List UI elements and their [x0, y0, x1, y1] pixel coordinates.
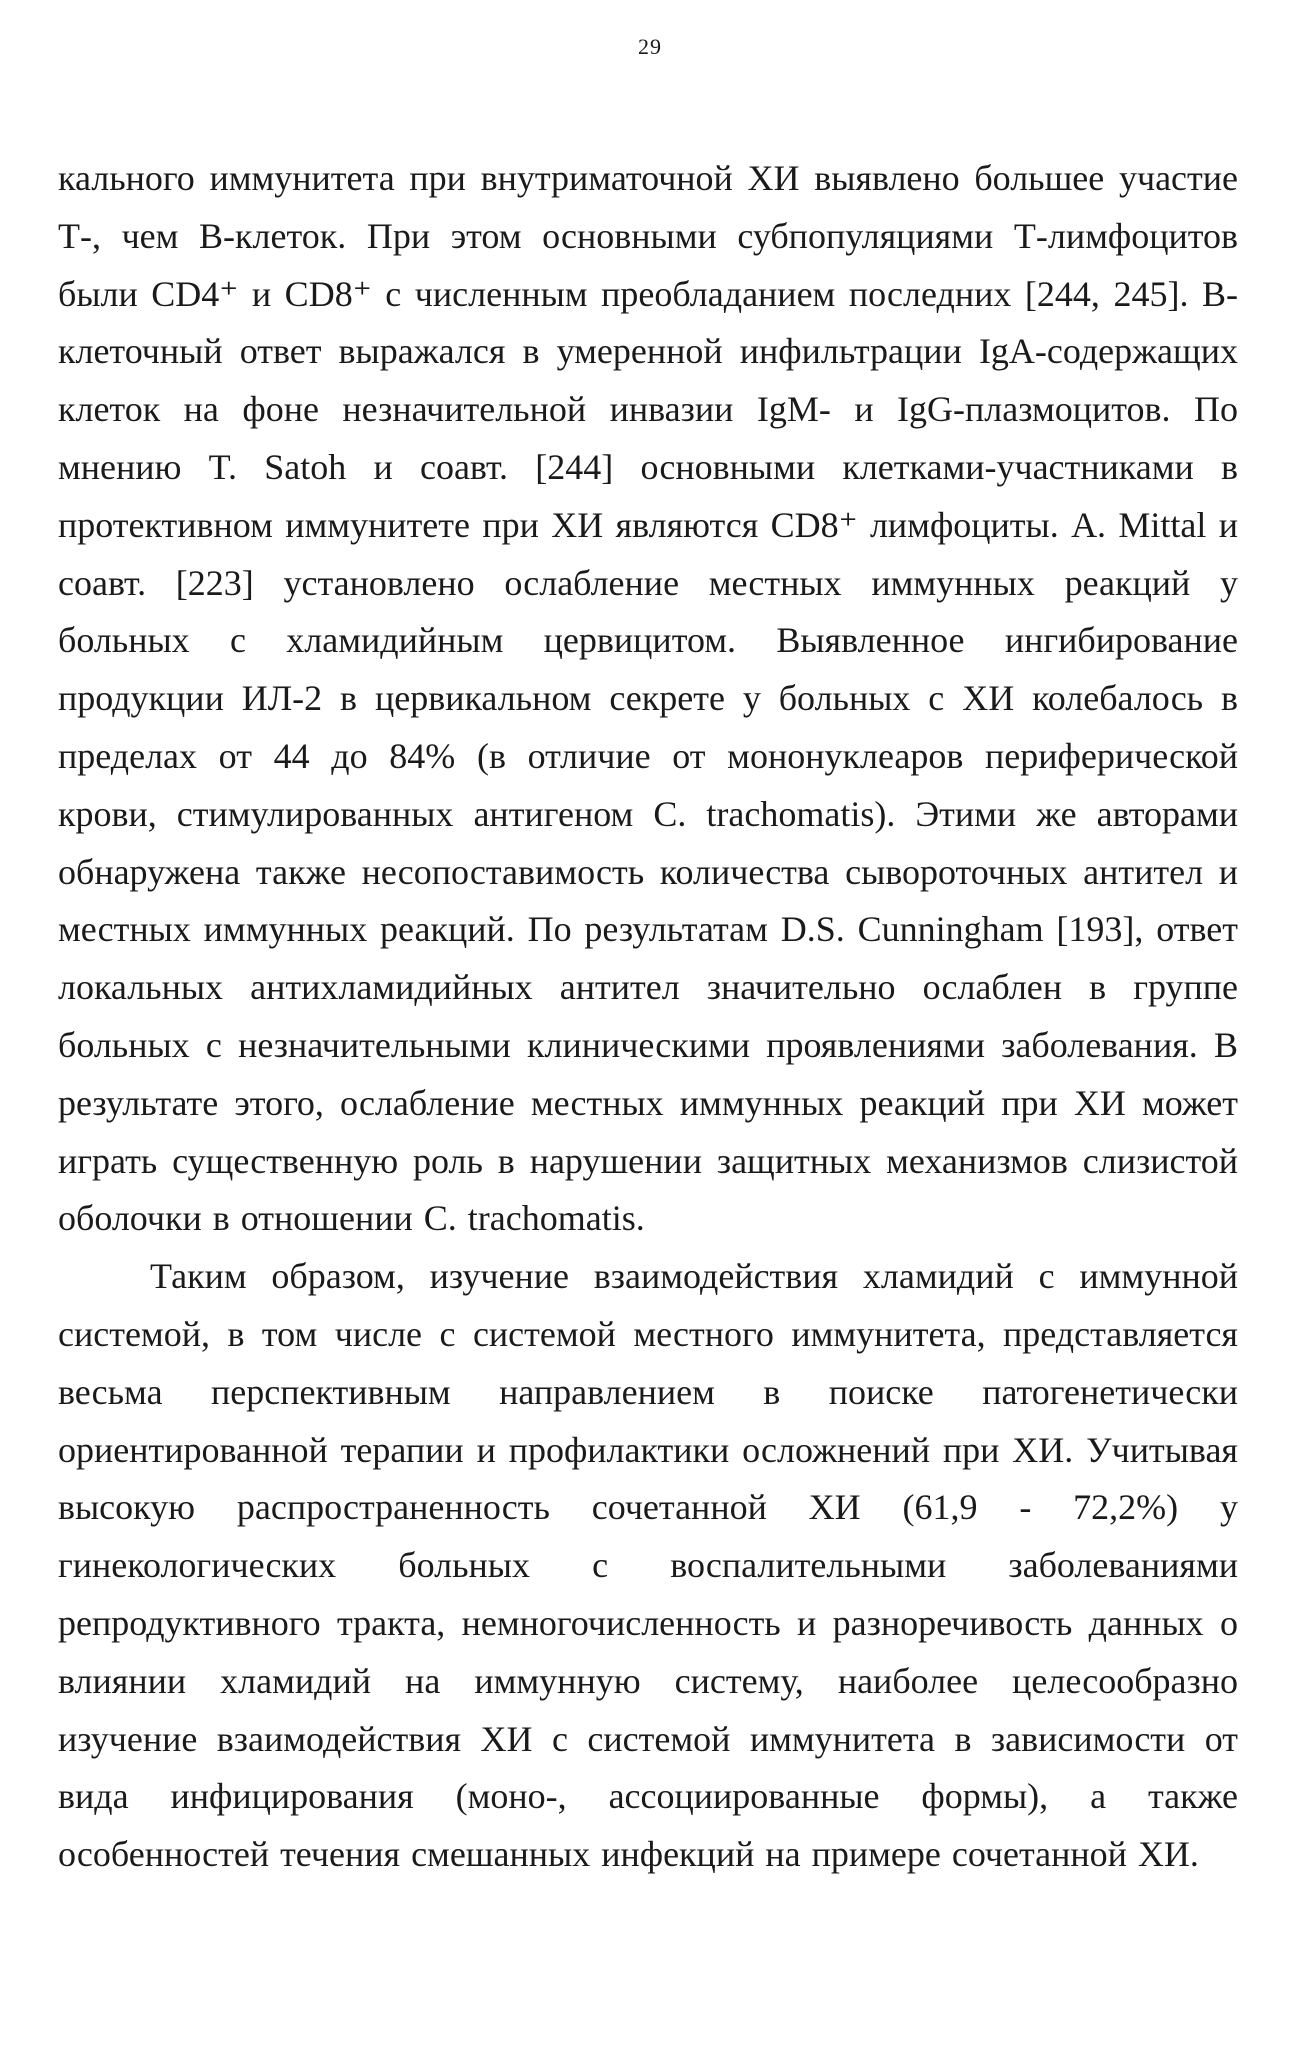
body-text — [58, 150, 1238, 1884]
page-number: 29 — [638, 34, 662, 59]
paragraph-conclusion: Таким образом, изучение взаимодействия хламидий с иммунной системой, в том числе с системой местного иммунитета, представляется весьма перспективным направлением в поиске патогенетически ориентированной терапии и профилактики осложнений при ХИ. Учитывая высокую распространенность сочетанной ХИ (61,9 - 72,2%) у гинекологических больных с воспалительными заболеваниями репродуктивного тракта, немногочисленность и разноречивость данных о влиянии хламидий на иммунную систему, наиболее целесообразно изучение взаимодействия ХИ с системой иммунитета в зависимости от вида инфицирования (моно-, ассоциированные формы), а также особенностей течения смешанных инфекций на примере сочетанной ХИ. — [58, 1256, 1238, 1875]
paragraph-continued: кального иммунитета при внутриматочной ХИ выявлено большее участие Т-, чем В-клеток. При этом основными субпопуляциями Т-лимфоцитов были CD4⁺ и CD8⁺ с численным преобладанием последних [244, 245]. В-клеточный ответ выражался в умеренной инфильтрации IgA-содержащих клеток на фоне незначительной инвазии IgM- и IgG-плазмоцитов. По мнению T. Satoh и соавт. [244] основными клетками-участниками в протективном иммунитете при ХИ являются CD8⁺ лимфоциты. A. Mittal и соавт. [223] установлено ослабление местных иммунных реакций у больных с хламидийным цервицитом. Выявленное ингибирование продукции ИЛ-2 в цервикальном секрете у больных с ХИ колебалось в пределах от 44 до 84% (в отличие от мононуклеаров периферической крови, стимулированных антигеном C. trachomatis). Этими же авторами обнаружена также несопоставимость количества сывороточных антител и местных иммунных реакций. По результатам D.S. Cunningham [193], ответ локальных антихламидийных антител значительно ослаблен в группе больных с незначительными клиническими проявлениями заболевания. В результате этого, ослабление местных иммунных реакций при ХИ может играть существенную роль в нарушении защитных механизмов слизистой оболочки в отношении C. trachomatis. — [58, 158, 1238, 1239]
